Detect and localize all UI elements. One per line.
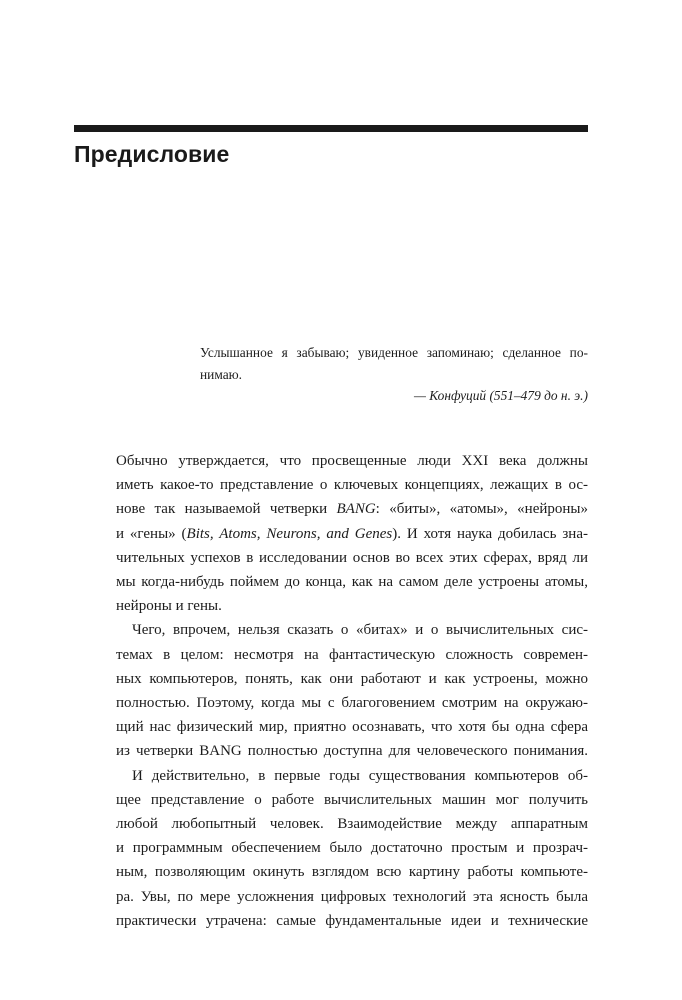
text-run: ). И хотя наука добилась зна- <box>392 525 588 542</box>
paragraph-line: практически утрачена: самые фундаментальные идеи и технические <box>116 912 588 929</box>
epigraph-attribution: — Конфуций (551–479 до н. э.) <box>414 388 588 403</box>
paragraph-line: Обычно утверждается, что просвещенные люди XXI века должны <box>116 453 588 469</box>
text-run: нове так называемой четверки <box>116 501 337 518</box>
italic-term: Bits, Atoms, Neurons, and Genes <box>186 525 393 542</box>
paragraph-line <box>116 497 588 521</box>
paragraph-line: иметь какое-то представление о ключевых концепциях, лежащих в ос- <box>116 477 588 494</box>
paragraph-line: мы когда-нибудь поймем до конца, как на самом деле устроены атомы, <box>116 574 588 591</box>
paragraph-line: ным, позволяющим окинуть взглядом всю картину работы компьюте- <box>116 864 588 881</box>
epigraph <box>200 342 588 407</box>
paragraph-line: и программным обеспечением было достаточно простым и прозрач- <box>116 840 588 857</box>
text-run: : «биты», «атомы», «нейроны» <box>375 501 588 518</box>
paragraph-line: нейроны и гены. <box>116 598 222 615</box>
paragraph-line: щее представление о работе вычислительных машин мог получить <box>116 791 588 808</box>
paragraph-line: щий нас физический мир, приятно осознавать, что хотя бы одна сфера <box>116 719 588 736</box>
chapter-title: Предисловие <box>74 141 230 167</box>
paragraph-line: ра. Увы, по мере усложнения цифровых технологий эта ясность была <box>116 888 588 905</box>
paragraph-line: ных компьютеров, понять, как они работают и как устроены, можно <box>116 670 588 687</box>
paragraph-line: И действительно, в первые годы существования компьютеров об- <box>132 767 588 784</box>
paragraph-line <box>116 522 588 546</box>
paragraph-line: Чего, впрочем, нельзя сказать о «битах» и о вычислительных сис- <box>132 622 588 639</box>
chapter-rule <box>74 125 588 132</box>
text-run: и «гены» ( <box>116 525 187 542</box>
body-text <box>116 449 588 933</box>
paragraph-line: чительных успехов в исследовании основ во всех этих сферах, вряд ли <box>116 549 588 566</box>
paragraph-line: полностью. Поэтому, когда мы с благоговением смотрим на окружаю- <box>116 695 588 712</box>
epigraph-line: нимаю. <box>200 366 243 382</box>
paragraph-line: любой любопытный человек. Взаимодействие между аппаратным <box>116 816 588 833</box>
paragraph-line: темах в целом: несмотря на фантастическую сложность современ- <box>116 646 588 663</box>
epigraph-line: Услышанное я забываю; увиденное запоминаю; сделанное по- <box>200 345 588 360</box>
paragraph-line: из четверки BANG полностью доступна для человеческого понимания. <box>116 743 588 760</box>
italic-term: BANG <box>336 501 376 518</box>
